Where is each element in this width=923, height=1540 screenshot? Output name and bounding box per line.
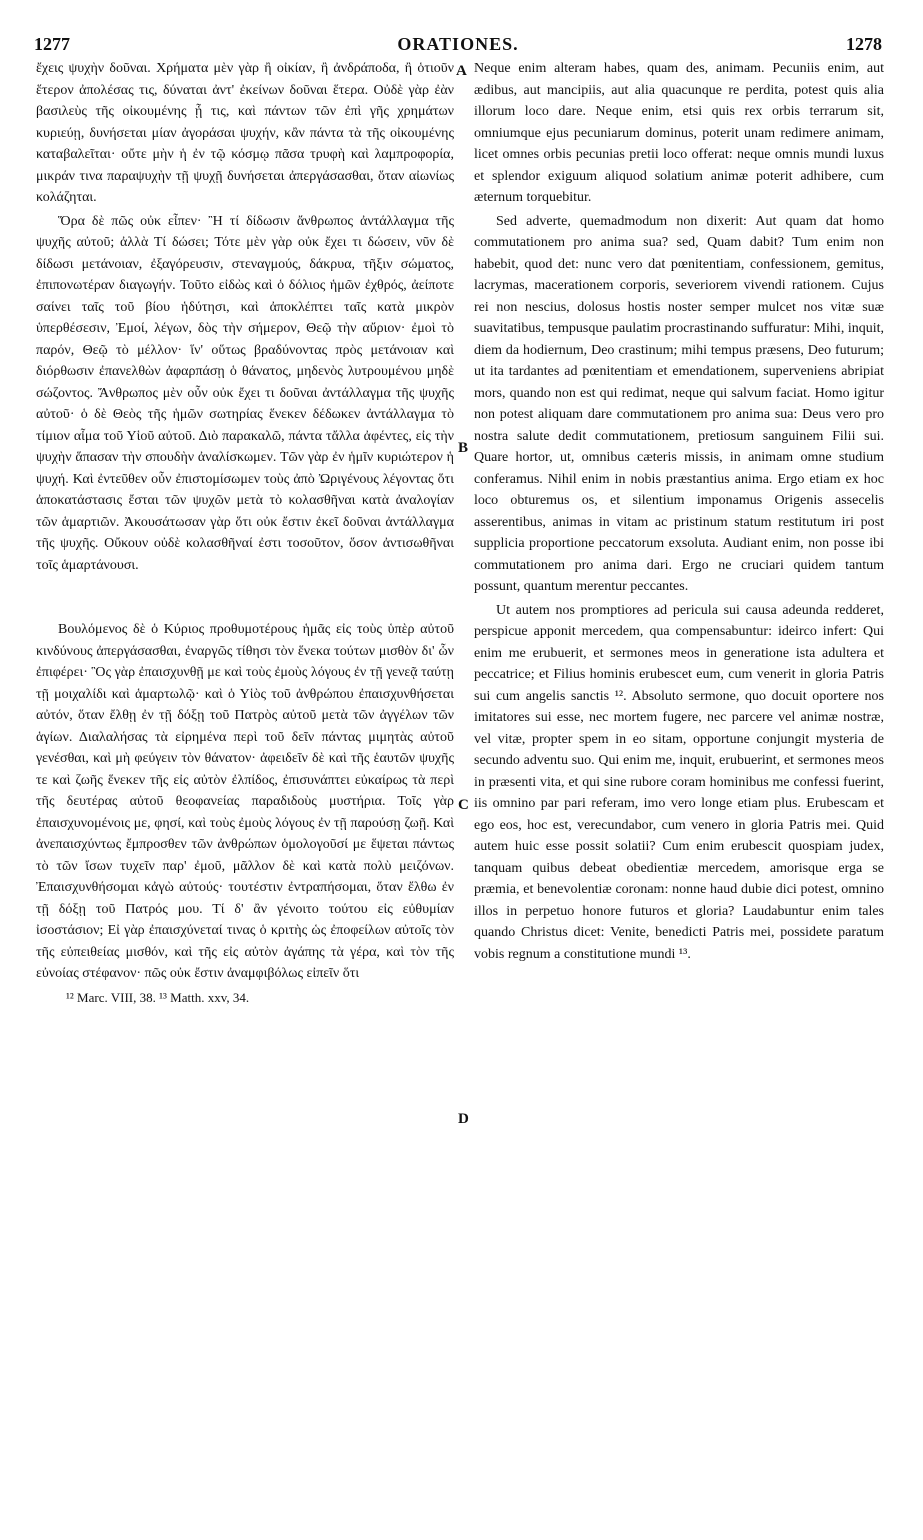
greek-column [36,58,454,1008]
greek-paragraph-1: ἔχεις ψυχὴν δοῦναι. Χρήματα μὲν γὰρ ἢ οἰκίαν, ἢ ἀνδράποδα, ἢ ὁτιοῦν ἕτερον ἀπολέσας τις, δύναται ἀντ' ἐκείνων δοῦναι ἕτερα. Οὐδὲ γὰρ ἐὰν βασιλεὺς τῆς οἰκουμένης ᾖ τις, καὶ πάντων τῶν ἐπὶ γῆς χρημάτων κυριεύῃ, δυνήσεται μίαν ἀγοράσαι ψυχήν, κἂν πάντα τὰ τῆς οἰκουμένης καταβαλεῖται· οὔτε μὴν ἡ ἐν τῷ κόσμῳ πᾶσα τρυφὴ καὶ λαμπροφορία, μικράν τινα παραψυχὴν τῇ ψυχῇ δυνήσεται ἀπεργάσασθαι, ὅταν αἰωνίως κολάζηται. [36,61,454,205]
running-title: ORATIONES. [397,34,519,54]
latin-paragraph-2: Sed adverte, quemadmodum non dixerit: Aut quam dat homo commutationem pro anima sua? sed, Quam dabit? Tum enim non habebit, quod det: nunc vero dat pœnitentiam, confessionem, gemitus, lacrymas, macerationem corporis, severiorem vivendi rationem. Cujus rei non nescius, dolosus hostis noster semper mulcet nos vitæ suæ suavitatibus, tempusque paulatim procrastinando suffuratur: Mihi, inquit, diem da hodiernum, Deo crastinum; mihi tempus præsens, Deo futurum; ut ita tardantes ad pœnitentiam et emendationem, superveniens abripiat mors, quando non est qui redimat, neque qui salvum faciat. Homo igitur non potest aliquam dare commutationem pro anima sua: Deus vero pro nostra salute dedit commutationem, pretiosum sanguinem Filii sui. Quare hortor, ut, omnibus cæteris missis, in animam omne studium conferamus. Nihil enim in nobis præstantius anima. Ergo etiam ex hoc loco obturemus os, et silentium imponamus Origenis assecelis asserentibus, animas in vitam ac pristinum statum restitutum iri post supplicia proportione peccatorum exsoluta. Audiant enim, non posse ibi commutationem pro anima dari. Ergo ne cruciari quidem tantum possunt, quantum merentur peccantes. [474,213,884,594]
section-marker-b: B [458,440,469,456]
page-header [34,34,882,56]
section-marker-c: C [458,797,469,813]
page-number-left: 1277 [34,34,70,54]
greek-paragraph-2: Ὅρα δὲ πῶς οὐκ εἶπεν· Ἢ τί δίδωσιν ἄνθρωπος ἀντάλλαγμα τῆς ψυχῆς αὐτοῦ; ἀλλὰ Τί δώσει; Τότε μὲν γὰρ οὐκ ἔχει τι δώσειν, νῦν δὲ δίδωσι μετάνοιαν, ἐξαγόρευσιν, στεναγμούς, δάκρυα, τῆξιν σώματος, ἐπιπονωτέραν διαγωγήν. Τοῦτο εἰδὼς καὶ ὁ δόλιος ἡμῶν ἐχθρός, ἀείποτε σαίνει ταῖς τοῦ βίου ἡδύτησι, καὶ ἀποκλέπτει ταῖς κατὰ μικρὸν ὑπερθέσεσιν, Ἐμοί, λέγων, δὸς τὴν σήμερον, Θεῷ τὴν αὔριον· ἐμοὶ τὸ παρόν, Θεῷ τὸ μέλλον· ἵν' οὕτως βραδύνοντας πρὸς μετάνοιαν καὶ διόρθωσιν ἐπανελθὼν ἀφαρπάσῃ ὁ θάνατος, μηδενὸς λυτρουμένου μηδὲ σώζοντος. Ἄνθρωπος μὲν οὖν οὐκ ἔχει τι δοῦναι ἀντάλλαγμα τῆς ψυχῆς αὐτοῦ· ὁ δὲ Θεὸς τῆς ἡμῶν σωτηρίας ἕνεκεν δέδωκεν ἀντάλλαγμα τὸ τίμιον αἷμα τοῦ Υἱοῦ αὐτοῦ. Διὸ παρακαλῶ, πάντα τἄλλα ἀφέντες, εἰς τὴν ψυχὴν ἅπασαν τὴν σπουδὴν ἀναλίσκωμεν. Τῶν γὰρ ἐν ἡμῖν κυριώτερον ἡ ψυχή. Καὶ ἐντεῦθεν οὖν ἐπιστομίσωμεν τοὺς ἀπὸ Ὠριγένους λέγοντας ὅτι ἀποκατάστασις ἔσται τῶν ψυχῶν μετὰ τὸ κολασθῆναι κατὰ ἀναλογίαν τῶν ἁμαρτιῶν. Ἀκουσάτωσαν γὰρ ὅτι οὐκ ἔστιν ἐκεῖ δοῦναι ἀντάλλαγμα τῆς ψυχῆς. Οὔκουν οὐδὲ κολασθῆναί ἐστι τοσοῦτον, ὅσον ἀντισωθῆναι τοῖς ἁμαρτάνουσι. [36,213,454,573]
latin-column [474,58,884,965]
page-number-right: 1278 [846,34,882,54]
greek-paragraph-3: Βουλόμενος δὲ ὁ Κύριος προθυμοτέρους ἡμᾶς εἰς τοὺς ὑπὲρ αὐτοῦ κινδύνους ἀπεργάσασθαι, ἐναργῶς τίθησι τὸν ἕνεκα τούτων μισθὸν δι' ὧν ἐπιφέρει· Ὃς γὰρ ἐπαισχυνθῇ με καὶ τοὺς ἐμοὺς λόγους ἐν τῇ γενεᾷ ταύτῃ τῇ μοιχαλίδι καὶ ἁμαρτωλῷ· καὶ ὁ Υἱὸς τοῦ ἀνθρώπου ἐπαισχυνθήσεται αὐτόν, ὅταν ἔλθῃ ἐν τῇ δόξῃ τοῦ Πατρὸς αὐτοῦ μετὰ τῶν ἀγγέλων τῶν ἁγίων. Διαλαλήσας τὰ εἰρημένα περὶ τοῦ δεῖν πάντας μιμητὰς αὐτοῦ γενέσθαι, καὶ μὴ φεύγειν τὸν θάνατον· ἀφειδεῖν δὲ καὶ τῆς ἑαυτῶν ψυχῆς τε καὶ ζωῆς ἕνεκεν τῆς εἰς αὐτὸν ἐλπίδος, ἐπισυνάπτει εὐκαίρως τὰ περὶ τῆς δευτέρας αὐτοῦ θεοφανείας παραδιδοὺς μυστήρια. Τοῖς γὰρ ἐπαισχυνομένοις με, φησί, καὶ τοὺς ἐμοὺς λόγους ἐν τῇ παρούσῃ ζωῇ. Καὶ ἀνεπαισχύντως ἔμπροσθεν τῶν ἀνθρώπων ὁμολογοῦσί με ἕψεται πάντως τὸ τῶν ἴσων τυχεῖν παρ' ἐμοῦ, μᾶλλον δὲ καὶ κατὰ πολὺ μειζόνων. Ἐπαισχυνθήσομαι κἀγὼ αὐτούς· τουτέστιν ἐντραπήσομαι, ὅταν ἔλθω ἐν τῇ δόξῃ τοῦ Πατρός μου. Τί δ' ἂν γένοιτο τούτου εἰς εὐθυμίαν ἰσοστάσιον; Εἰ γὰρ ἐπαισχύνεταί τινας ὁ κριτὴς ὡς ἐποφείλων αὐτοῖς τὸν τῆς εὐπειθείας μισθόν, καὶ τῆς εἰς αὐτὸν ἀγάπης τὰ γέρα, καὶ τὸν τῆς εὐνοίας στέφανον· πῶς οὐκ ἔστιν ἀναμφιβόλως εἰπεῖν ὅτι [36,622,454,981]
section-marker-a: A [456,63,467,79]
latin-paragraph-1: Neque enim alteram habes, quam des, animam. Pecuniis enim, aut ædibus, aut mancipiis, aut alia quacunque re perdita, potest quis alia illorum loco dare. Neque enim, etsi quis rex orbis terrarum sit, omniumque ejus pecuniarum dominus, poterit unam redimere animam, licet omnes orbis pecunias pretii loco offerat: neque omnis mundi luxus et splendor exiguum aliquod solatium animæ poterit adhibere, cum æternum torquebitur. [474,61,884,205]
latin-paragraph-3: Ut autem nos promptiores ad pericula sui causa adeunda redderet, perspicue apponit mercedem, qua compensabuntur: ideirco infert: Qui enim me erubuerit, et sermones meos in generatione ista adultera et peccatrice; et Filius hominis erubescet eum, cum venerit in gloria Patris sui cum angelis sanctis ¹². Absoluto sermone, quo docuit oportere nos imitatores sui esse, nec mortem fugere, nec parcere vel animæ nostræ, vel vitæ, propter spem in eo sitam, opportune conjungit mysteria de secundo adventu suo. Qui enim me, inquit, erubuerint, et sermones meos in præsenti vita, et qui sine rubore coram hominibus me confessi fuerint, iis omnino par pari referam, imo vero longe etiam plus. Erubescam et ego eos, hoc est, verecundabor, cum venero in gloria Patris mei. Quid autem huic esse possit solatii? Cum enim erubescit quospiam judex, tanquam quibus debeat obedientiæ mercedem, amorisque erga se præmia, et benevolentiæ coronam: nonne haud dubie dici potest, omnino illos in perpetuo honore futuros et gloria? Laudabuntur enim tales quando Christus dicet: Venite, benedicti Patris mei, possidete paratum vobis regnum a constitutione mundi ¹³. [474,602,884,962]
section-marker-d: D [458,1111,469,1127]
column-gap [36,576,454,619]
footnotes: ¹² Marc. VIII, 38. ¹³ Matth. xxv, 34. [66,989,250,1005]
